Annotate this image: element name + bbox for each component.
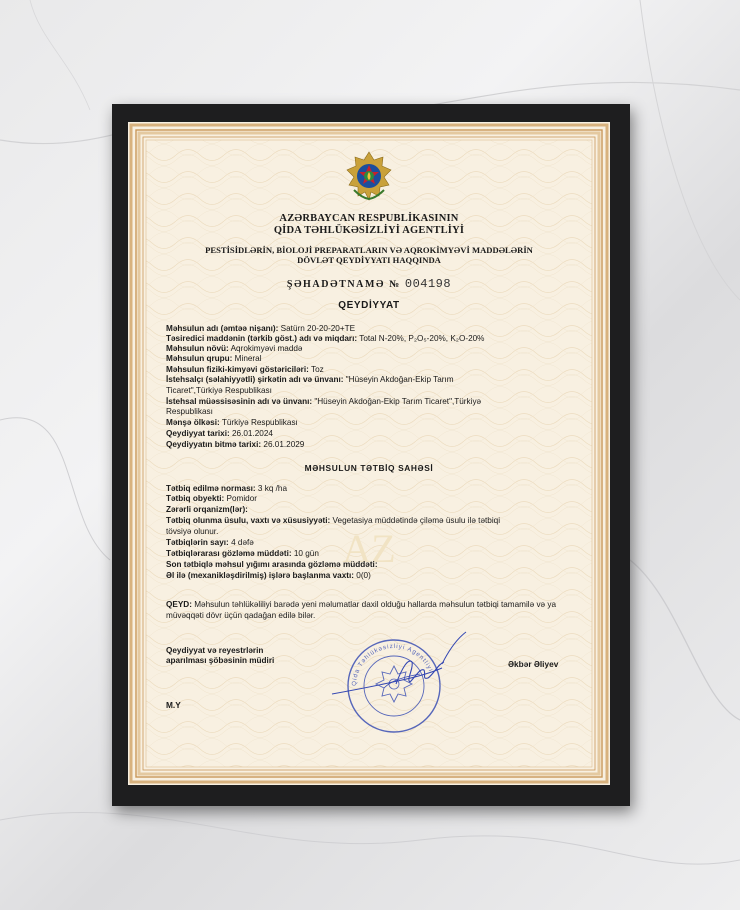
field-value: Türkiyə Respublikası bbox=[219, 418, 298, 427]
registration-title: QEYDİYYAT bbox=[338, 300, 400, 311]
certificate-subtitle bbox=[128, 245, 610, 265]
note-label: QEYD: bbox=[166, 600, 192, 609]
app-method bbox=[166, 516, 586, 526]
field-registration-date bbox=[166, 429, 586, 439]
field-value: Aqrokimyəvi maddə bbox=[228, 344, 303, 353]
svg-text:AZ: AZ bbox=[342, 526, 396, 571]
certificate-label: ŞƏHADƏTNAMƏ № bbox=[286, 279, 401, 290]
field-physchem-properties bbox=[166, 365, 586, 375]
field-value: Total N-20%, P₂O₅-20%, K₂O-20% bbox=[357, 334, 485, 343]
agency-name bbox=[128, 213, 610, 237]
subtitle-line-2: DÖVLƏT QEYDİYYATI HAQQINDA bbox=[297, 255, 441, 265]
stamp-text: Qida Təhlükəsizliyi Agentliyi bbox=[350, 642, 435, 687]
signatory-title bbox=[166, 646, 274, 666]
app-harmful-organisms bbox=[166, 505, 586, 515]
field-value: 26.01.2024 bbox=[229, 429, 273, 438]
field-expiry-date bbox=[166, 440, 586, 450]
field-value: 10 gün bbox=[291, 549, 319, 558]
field-value: Pomidor bbox=[224, 494, 257, 503]
field-label: Məhsulun adı (əmtəə nişanı): bbox=[166, 324, 279, 333]
subtitle-line-1: PESTİSİDLƏRİN, BİOLOJİ PREPARATLARIN VƏ AQROKİMYƏVİ MADDƏLƏRİN bbox=[205, 245, 533, 255]
application-section-title: MƏHSULUN TƏTBİQ SAHƏSİ bbox=[304, 463, 434, 473]
field-label: Məhsulun fiziki-kimyəvi göstəriciləri: bbox=[166, 365, 309, 374]
certificate-number: 004198 bbox=[404, 277, 452, 291]
field-value: tövsiyə olunur. bbox=[166, 527, 219, 536]
field-label: Əl ilə (mexanikləşdirilmiş) işlərə başlanma vaxtı: bbox=[166, 571, 354, 580]
field-country-of-origin bbox=[166, 418, 586, 428]
field-product-type bbox=[166, 344, 586, 354]
agency-line-1: AZƏRBAYCAN RESPUBLİKASININ bbox=[279, 213, 459, 224]
signatory-name: Əkbər Əliyev bbox=[508, 659, 559, 669]
field-product-group bbox=[166, 354, 586, 364]
app-number-of-applications bbox=[166, 538, 586, 548]
field-value: Mineral bbox=[232, 354, 262, 363]
field-production-facility bbox=[166, 397, 586, 407]
app-interval bbox=[166, 549, 586, 559]
certificate-note bbox=[166, 599, 576, 621]
seal-place-label: M.Y bbox=[166, 700, 181, 710]
field-production-facility-cont bbox=[166, 407, 586, 417]
official-stamp bbox=[324, 628, 474, 740]
field-label: Qeydiyyatın bitmə tarixi: bbox=[166, 440, 262, 449]
field-label: Məhsulun qrupu: bbox=[166, 354, 233, 363]
field-value: 26.01.2029 bbox=[261, 440, 305, 449]
field-value: 4 dəfə bbox=[228, 538, 254, 547]
field-product-name bbox=[166, 324, 586, 334]
field-value: Toz bbox=[308, 365, 324, 374]
field-label: Tətbiqlərin sayı: bbox=[166, 538, 229, 547]
field-active-substance bbox=[166, 334, 586, 344]
app-dose-rate bbox=[166, 484, 586, 494]
app-preharvest-interval bbox=[166, 560, 586, 570]
certificate-number-line bbox=[128, 277, 610, 291]
field-label: Tətbiq obyekti: bbox=[166, 494, 225, 503]
field-value: Respublikası bbox=[166, 407, 213, 416]
field-value: Satürn 20-20-20+TE bbox=[278, 324, 356, 333]
field-label: Tətbiq edilmə norması: bbox=[166, 484, 256, 493]
field-manufacturer-cont bbox=[166, 386, 586, 396]
certificate-text bbox=[128, 122, 610, 785]
agency-line-2: QİDA TƏHLÜKƏSİZLİYİ AGENTLİYİ bbox=[273, 225, 465, 236]
field-value: "Hüseyin Akdoğan-Ekip Tarım bbox=[343, 375, 454, 384]
field-label: Mənşə ölkəsi: bbox=[166, 418, 220, 427]
field-value: Ticaret",Türkiyə Respublikası bbox=[166, 386, 272, 395]
signatory-line-1: Qeydiyyat və reyestrlərin bbox=[166, 646, 264, 655]
field-label: Məhsulun növü: bbox=[166, 344, 229, 353]
field-label: Son tətbiqlə məhsul yığımı arasında gözləmə müddəti: bbox=[166, 560, 378, 569]
field-manufacturer bbox=[166, 375, 586, 385]
field-value: Vegetasiya müddətində çiləmə üsulu ilə tətbiqi bbox=[330, 516, 501, 525]
field-label: İstehsal müəssisəsinin adı və ünvanı: bbox=[166, 397, 313, 406]
app-target-crop bbox=[166, 494, 586, 504]
field-label: Tətbiq olunma üsulu, vaxtı və xüsusiyyəti: bbox=[166, 516, 331, 525]
field-label: Tətbiqlərarası gözləmə müddəti: bbox=[166, 549, 292, 558]
certificate-paper bbox=[128, 122, 610, 785]
field-label: Zərərli orqanizm(lər): bbox=[166, 505, 248, 514]
app-method-cont bbox=[166, 527, 586, 537]
field-label: Qeydiyyat tarixi: bbox=[166, 429, 230, 438]
note-text: Məhsulun təhlükəliliyi barədə yeni məlumatlar daxil olduğu hallarda məhsulun tətbiqi tamamilə və ya müvəqqəti dövr üçün qadağan edilə bilər. bbox=[166, 600, 557, 620]
field-label: İstehsalçı (səlahiyyətli) şirkətin adı və ünvanı: bbox=[166, 375, 344, 384]
azerbaijan-emblem-icon bbox=[344, 150, 394, 202]
field-value: 3 kq /ha bbox=[255, 484, 288, 493]
app-reentry-time bbox=[166, 571, 586, 581]
field-value: 0(0) bbox=[353, 571, 371, 580]
signatory-line-2: aparılması şöbəsinin müdiri bbox=[166, 656, 275, 665]
field-label: Təsiredici maddənin (tərkib göst.) adı və miqdarı: bbox=[166, 334, 358, 343]
field-value: "Hüseyin Akdoğan-Ekip Tarım Ticaret",Türkiyə bbox=[312, 397, 482, 406]
